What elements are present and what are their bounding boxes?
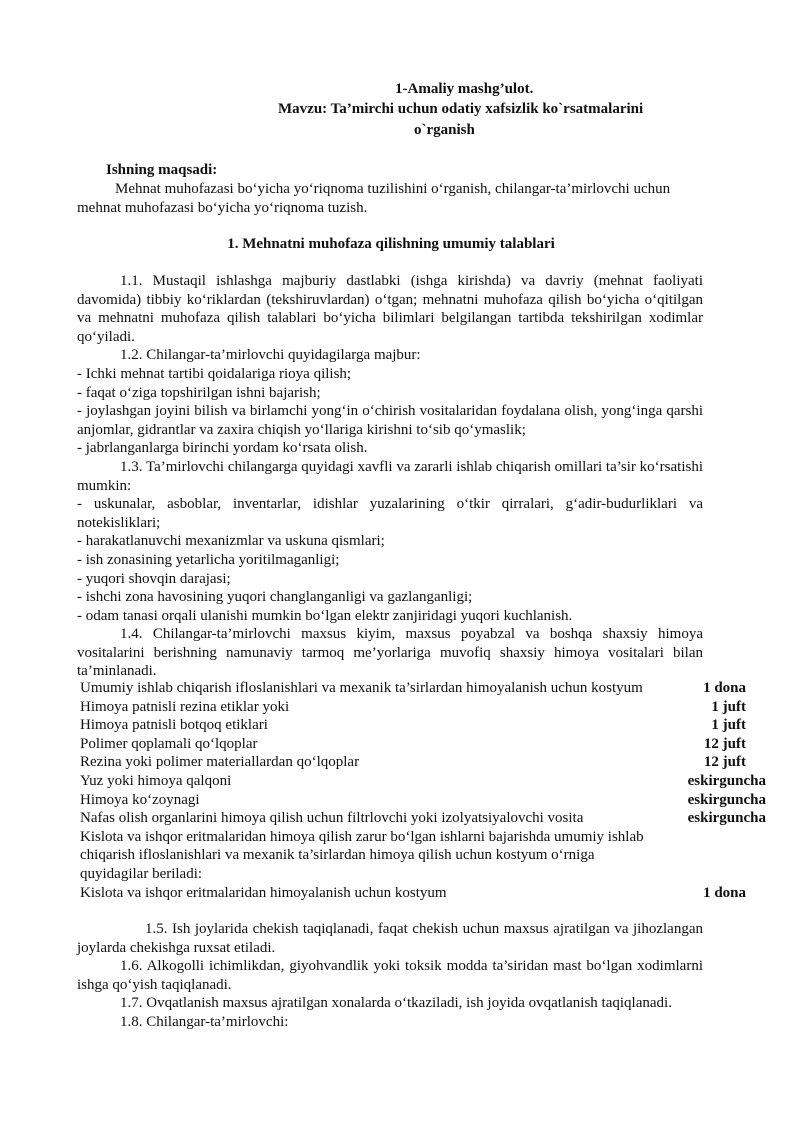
list-item: - odam tanasi orqali ulanishi mumkin bo‘lgan elektr zanjiridagi yuqori kuchlanish. — [77, 607, 573, 624]
paragraph-1-8: 1.8. Chilangar-ta’mirlovchi: — [120, 1013, 289, 1030]
ppe-item-name: Yuz yoki himoya qalqoni — [80, 772, 232, 789]
table-row — [80, 772, 770, 791]
ppe-item-qty: 1 juft — [711, 717, 746, 734]
section-body — [77, 272, 703, 681]
ppe-item-qty: 1 dona — [703, 680, 746, 696]
ppe-item-qty: 12 juft — [703, 754, 746, 771]
list-item: - joylashgan joyini bilish va birlamchi yong‘in o‘chirish vositalaridan foydalana olish, yong‘inga qarshi anjomlar, gidrantlar va zaxira chiqish yo‘llariga kirishni to‘sib qo‘ymaslik; — [77, 403, 703, 438]
ppe-item-name: Polimer qoplamali qo‘lqoplar — [80, 735, 258, 752]
paragraph-1-2: 1.2. Chilangar-ta’mirlovchi quyidagilarga majbur: — [120, 347, 421, 364]
ppe-item-name: Himoya patnisli botqoq etiklari — [80, 717, 268, 734]
paragraph-1-7: 1.7. Ovqatlanish maxsus ajratilgan xonalarda o‘tkaziladi, ish joyida ovqatlanish taqiqlanadi. — [120, 995, 672, 1012]
section-title — [0, 235, 800, 254]
goal-heading: Ishning maqsadi: — [106, 162, 218, 178]
section-title-text: 1. Mehnatni muhofaza qilishning umumiy talablari — [227, 236, 555, 252]
ppe-item-name: Umumiy ishlab chiqarish ifloslanishlari va mexanik ta’sirlardan himoyalanish uchun kostyum — [80, 680, 643, 696]
ppe-item-qty: eskirguncha — [687, 810, 766, 827]
ppe-item-name: Nafas olish organlarini himoya qilish uchun filtrlovchi yoki izolyatsiyalovchi vosita — [80, 810, 584, 827]
list-item: - faqat o‘ziga topshirilgan ishni bajarish; — [77, 384, 321, 401]
section-body-continued — [77, 920, 703, 1032]
ppe-item-qty: 12 juft — [703, 735, 746, 752]
ppe-item-name: Rezina yoki polimer materiallardan qo‘lqoplar — [80, 754, 360, 771]
table-row — [80, 753, 770, 772]
paragraph-1-3: 1.3. Ta’mirlovchi chilangarga quyidagi xavfli va zararli ishlab chiqarish omillari ta’sir ko‘rsatishi mumkin: — [77, 458, 703, 494]
table-row — [80, 884, 770, 903]
list-item: - harakatlanuvchi mexanizmlar va uskuna qismlari; — [77, 533, 385, 550]
topic-title: Mavzu: Ta’mirchi uchun odatiy xafsizlik ko`rsatmalarini — [278, 101, 644, 117]
table-row — [80, 679, 770, 698]
table-row — [80, 791, 770, 810]
practice-title: 1-Amaliy mashg’ulot. — [395, 81, 534, 97]
topic-title-continuation: o`rganish — [414, 122, 475, 138]
paragraph-1-4: 1.4. Chilangar-ta’mirlovchi maxsus kiyim, maxsus poyabzal va boshqa shaxsiy himoya vositalarini berishning namunaviy tarmoq me’yorlariga muvofiq shaxsiy himoya vositalari bilan ta’minlanadi. — [77, 626, 703, 680]
paragraph-1-6: 1.6. Alkogolli ichimlikdan, giyohvandlik yoki toksik modda ta’siridan mast bo‘lgan xodimlarni ishga qo‘yish taqiqlanadi. — [77, 958, 703, 993]
ppe-table — [80, 679, 770, 902]
ppe-item-qty: eskirguncha — [687, 772, 766, 789]
table-row — [80, 735, 770, 754]
list-item: - ish zonasining yetarlicha yoritilmaganligi; — [77, 551, 340, 568]
list-item: - jabrlanganlarga birinchi yordam ko‘rsata olish. — [77, 440, 368, 457]
ppe-item-qty: 1 juft — [711, 698, 746, 715]
list-item: - uskunalar, asboblar, inventarlar, idishlar yuzalarining o‘tkir qirralari, g‘adir-budurliklari va notekisliklari; — [77, 496, 703, 531]
ppe-item-name: Kislota va ishqor eritmalaridan himoyalanish uchun kostyum — [80, 884, 447, 901]
table-row — [80, 809, 770, 828]
paragraph-1-1: 1.1. Mustaqil ishlashga majburiy dastlabki (ishga kirishda) va davriy (mehnat faoliyati davomida) tibbiy ko‘riklardan (tekshiruvlardan) o‘tgan; mehnatni muhofaza qilish bo‘yicha o‘qitilgan va mehnatni muhofaza qilish talablari bo‘yicha bilimlari belgilangan tartibda tekshirilgan xodimlar qo‘yiladi. — [77, 273, 703, 345]
table-row — [80, 698, 770, 717]
ppe-item-name: Himoya ko‘zoynagi — [80, 791, 200, 808]
ppe-note: Kislota va ishqor eritmalaridan himoya qilish zarur bo‘lgan ishlarni bajarishda umumiy ishlab chiqarish ifloslanishlari va mexanik ta’sirlardan himoya qilish uchun kostyum o‘rniga quyidagilar beriladi: — [80, 828, 644, 882]
goal-text: Mehnat muhofazasi bo‘yicha yo‘riqnoma tuzilishini o‘rganish, chilangar-ta’mirlovchi uchun mehnat muhofazasi bo‘yicha yo‘riqnoma tuzish. — [77, 181, 671, 216]
ppe-item-qty: eskirguncha — [687, 791, 766, 808]
list-item: - Ichki mehnat tartibi qoidalariga rioya qilish; — [77, 365, 352, 382]
ppe-item-name: Himoya patnisli rezina etiklar yoki — [80, 698, 290, 715]
ppe-item-qty: 1 dona — [703, 884, 746, 901]
list-item: - yuqori shovqin darajasi; — [77, 570, 231, 587]
table-row — [80, 716, 770, 735]
paragraph-1-5: 1.5. Ish joylarida chekish taqiqlanadi, faqat chekish uchun maxsus ajratilgan va jihozlangan joylarda chekishga ruxsat etiladi. — [77, 921, 703, 956]
list-item: - ishchi zona havosining yuqori changlanganligi va gazlanganligi; — [77, 589, 473, 606]
